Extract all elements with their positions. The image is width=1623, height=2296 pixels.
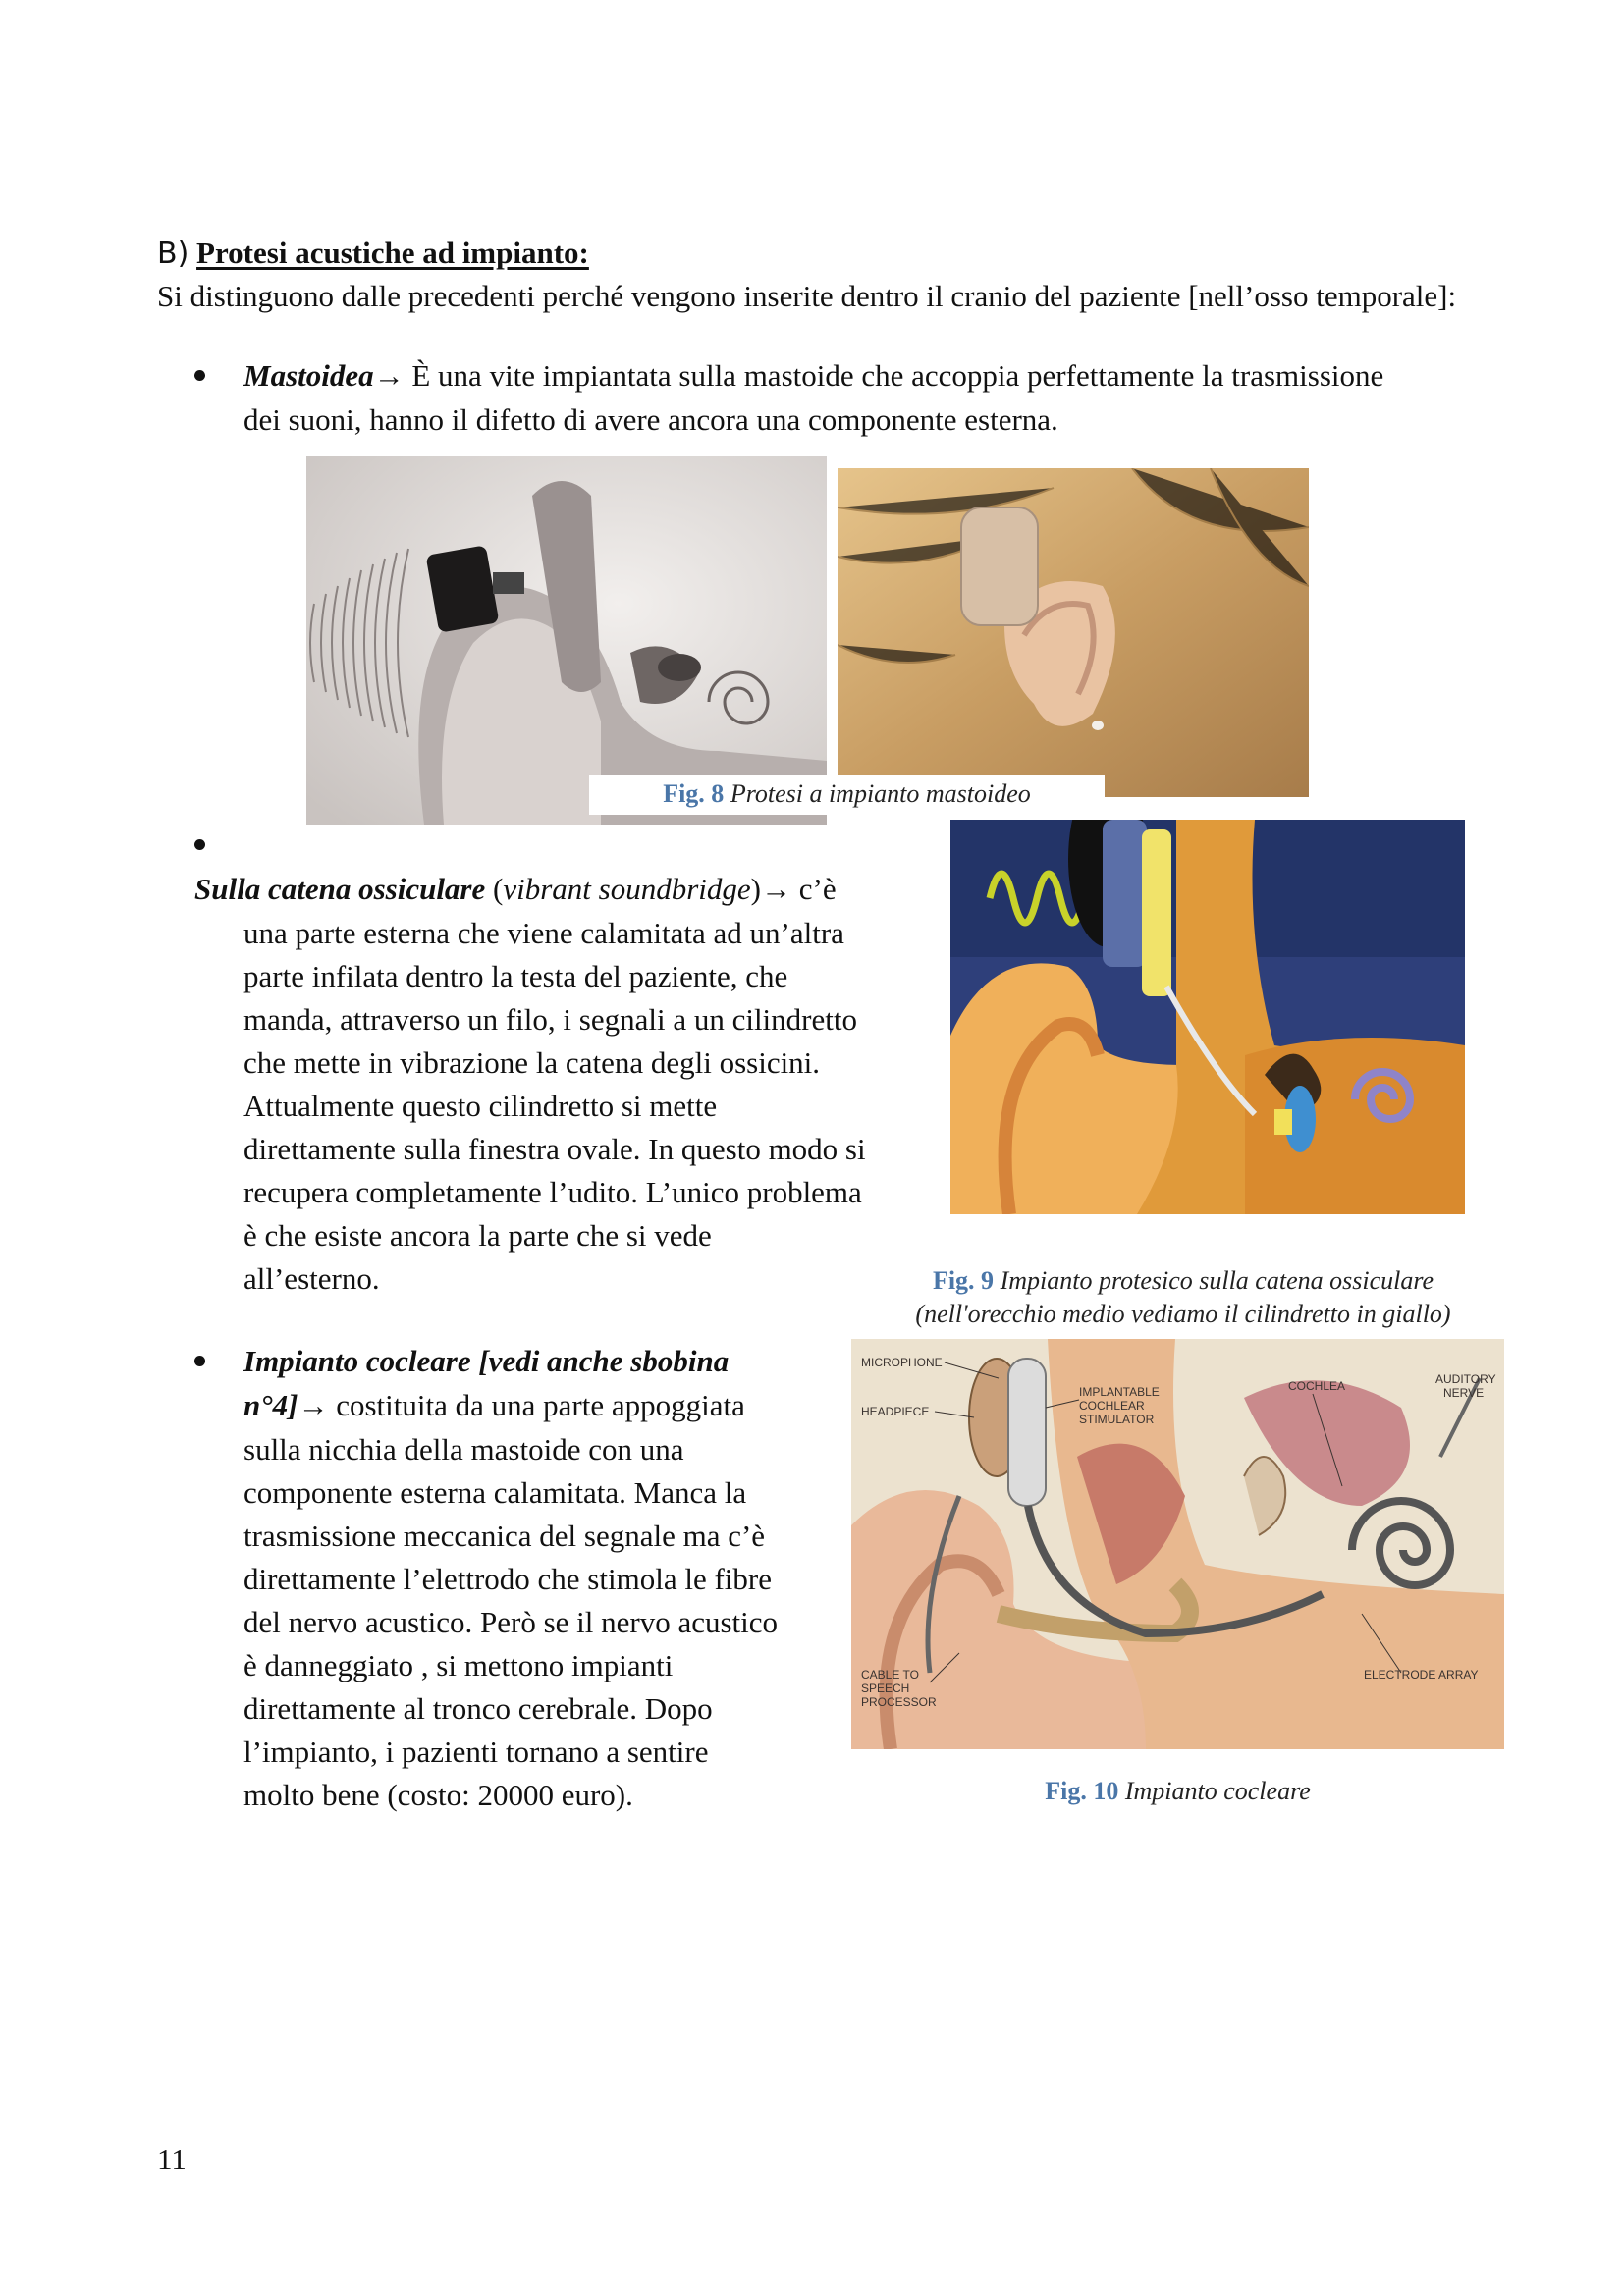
bullet-term: Mastoidea — [243, 358, 374, 393]
bullet-text-line: del nervo acustico. Però se il nervo acustico — [243, 1605, 779, 1639]
bullet-term: n°4] — [243, 1388, 298, 1422]
section-letter: B) — [157, 237, 189, 271]
bullet-text-line: componente esterna calamitata. Manca la — [243, 1475, 747, 1510]
bullet-text-line: È una vite impiantata sulla mastoide che accoppia perfettamente la trasmissione — [411, 358, 1384, 393]
bullet-text-line: l’impianto, i pazienti tornano a sentire — [243, 1735, 709, 1769]
label-cable: CABLE TO — [861, 1668, 919, 1682]
figure-8-photo — [838, 468, 1309, 797]
bullet-text-line: Attualmente questo cilindretto si mette — [243, 1089, 718, 1123]
figure-10-caption — [851, 1775, 1504, 1808]
bullet-term: Sulla catena ossiculare — [194, 872, 486, 906]
figure-number: Fig. 8 — [663, 779, 725, 808]
figure-8-caption — [589, 775, 1105, 815]
bullet-text-line: c’è — [798, 872, 837, 906]
caption-text: Impianto protesico sulla catena ossiculare — [1000, 1266, 1434, 1295]
paren-close: ) — [750, 872, 761, 906]
bullet-text-line: è danneggiato , si mettono impianti — [243, 1648, 674, 1682]
caption-text: (nell'orecchio medio vediamo il cilindretto in giallo) — [915, 1300, 1451, 1328]
section-heading — [157, 232, 589, 276]
label-implantable: IMPLANTABLE — [1079, 1385, 1160, 1399]
arrow-glyph: → — [298, 1388, 329, 1422]
label-implantable: STIMULATOR — [1079, 1413, 1155, 1426]
bullet-text-line: direttamente sulla finestra ovale. In questo modo si — [243, 1132, 866, 1166]
bullet-dot — [194, 370, 205, 381]
bullet-text-line: sulla nicchia della mastoide con una — [243, 1432, 684, 1467]
bullet-term: Impianto cocleare [vedi anche sbobina — [243, 1344, 730, 1378]
paren-open: ( — [485, 872, 504, 906]
label-implantable: COCHLEAR — [1079, 1399, 1145, 1413]
bullet-dot — [194, 839, 205, 850]
bullet-text-line: molto bene (costo: 20000 euro). — [243, 1778, 633, 1812]
figure-8-illustration — [306, 456, 827, 825]
bullet-text-line: trasmissione meccanica del segnale ma c’è — [243, 1519, 766, 1553]
caption-text: Impianto cocleare — [1124, 1777, 1311, 1805]
bullet-text-line: costituita da una parte appoggiata — [336, 1388, 745, 1422]
bullet-text-line: recupera completamente l’udito. L’unico problema — [243, 1175, 862, 1209]
bullet-catena — [194, 868, 837, 911]
bullet-cocleare-body — [243, 1428, 778, 1817]
figure-number: Fig. 9 — [932, 1266, 995, 1295]
bullet-text-line: una parte esterna che viene calamitata ad un’altra — [243, 916, 844, 950]
bullet-text-line: all’esterno. — [243, 1261, 380, 1296]
bullet-text-line: direttamente l’elettrodo che stimola le fibre — [243, 1562, 772, 1596]
bullet-text-line: che mette in vibrazione la catena degli ossicini. — [243, 1045, 821, 1080]
bullet-catena-body — [243, 912, 866, 1301]
bullet-text-line: direttamente al tronco cerebrale. Dopo — [243, 1691, 713, 1726]
arrow-glyph: → — [760, 872, 791, 906]
label-microphone: MICROPHONE — [861, 1356, 943, 1369]
label-cochlea: COCHLEA — [1288, 1379, 1346, 1393]
label-headpiece: HEADPIECE — [861, 1405, 930, 1418]
label-cable: PROCESSOR — [861, 1695, 937, 1709]
label-electrode: ELECTRODE ARRAY — [1364, 1668, 1479, 1682]
figure-10-illustration — [851, 1339, 1504, 1749]
bullet-text-line: è che esiste ancora la parte che si vede — [243, 1218, 712, 1253]
label-cable: SPEECH — [861, 1682, 910, 1695]
section-intro: Si distinguono dalle precedenti perché vengono inserite dentro il cranio del paziente [nell’osso temporale]: — [157, 279, 1457, 313]
bullet-text-line: dei suoni, hanno il difetto di avere ancora una componente esterna. — [243, 402, 1058, 437]
figure-number: Fig. 10 — [1045, 1777, 1119, 1805]
figure-9-caption — [844, 1264, 1522, 1331]
figure-9-illustration — [950, 820, 1465, 1214]
bullet-cocleare-term — [243, 1340, 729, 1383]
page-number: 11 — [157, 2142, 187, 2176]
bullet-text-line: manda, attraverso un filo, i segnali a un cilindretto — [243, 1002, 857, 1037]
bullet-subterm: vibrant soundbridge — [503, 872, 751, 906]
section-title: Protesi acustiche ad impianto: — [196, 236, 589, 270]
bullet-mastoidea — [243, 354, 1520, 398]
label-auditory: AUDITORY — [1435, 1372, 1496, 1386]
arrow-glyph: → — [373, 358, 405, 393]
bullet-text-line: parte infilata dentro la testa del paziente, che — [243, 959, 788, 993]
caption-text: Protesi a impianto mastoideo — [730, 779, 1031, 808]
bullet-dot — [194, 1356, 205, 1366]
label-auditory: NERVE — [1443, 1386, 1485, 1400]
bullet-cocleare — [243, 1384, 745, 1427]
